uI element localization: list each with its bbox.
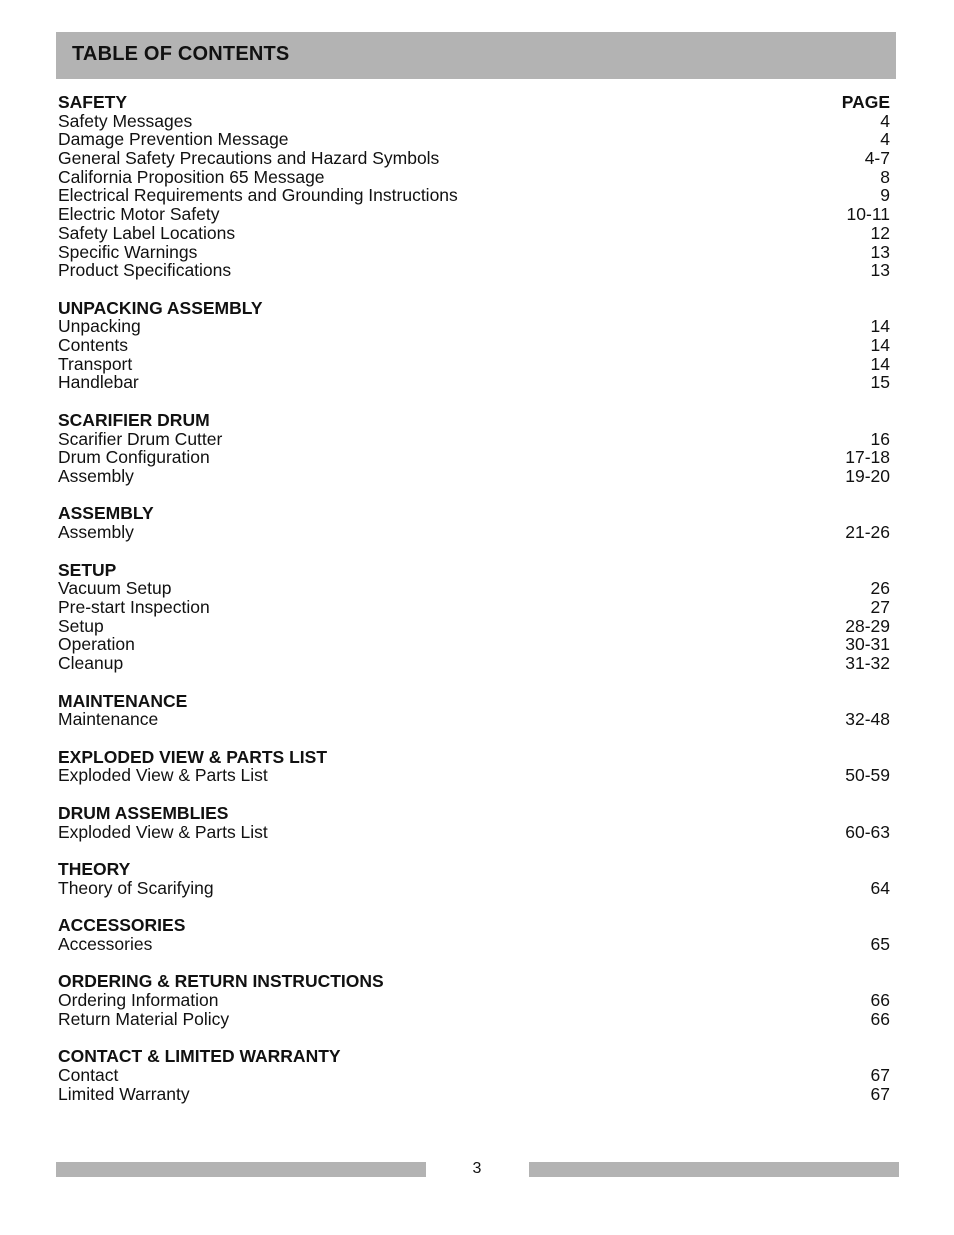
toc-entry: [58, 317, 890, 336]
toc-entry-label: Return Material Policy: [58, 1008, 230, 1029]
toc-entry-label: Maintenance: [58, 709, 159, 730]
section-heading: EXPLODED VIEW & PARTS LIST: [58, 746, 328, 767]
toc-entry-page: 67: [870, 1064, 890, 1085]
toc-entry-page: 9: [880, 185, 890, 206]
toc-entry: [58, 579, 890, 598]
toc-entry-label: Contact: [58, 1064, 119, 1085]
toc-entry-label: General Safety Precautions and Hazard Symbols: [58, 148, 440, 169]
toc-section: [58, 93, 890, 280]
toc-entry-page: 16: [870, 428, 890, 449]
section-heading: SAFETY: [58, 92, 128, 112]
section-heading-row: [58, 804, 890, 823]
toc-entry-page: 4: [880, 110, 890, 131]
toc-entry: [58, 1010, 890, 1029]
section-heading-row: [58, 748, 890, 767]
toc-entry: [58, 710, 890, 729]
toc-section: [58, 692, 890, 729]
toc-entry-label: California Proposition 65 Message: [58, 166, 325, 187]
table-of-contents: [58, 93, 890, 1122]
section-heading: UNPACKING ASSEMBLY: [58, 297, 263, 318]
toc-entry-label: Exploded View & Parts List: [58, 821, 268, 842]
toc-entry-page: 4: [880, 129, 890, 150]
toc-entry-page: 15: [870, 372, 890, 393]
toc-section: [58, 860, 890, 897]
toc-entry-label: Contents: [58, 335, 129, 356]
section-heading-row: [58, 299, 890, 318]
toc-entry: [58, 373, 890, 392]
toc-entry-page: 19-20: [845, 465, 890, 486]
toc-section: [58, 972, 890, 1028]
toc-entry-page: 32-48: [845, 709, 890, 730]
toc-entry-label: Setup: [58, 615, 104, 636]
toc-entry-label: Cleanup: [58, 653, 124, 674]
toc-entry: [58, 1085, 890, 1104]
toc-entry-label: Safety Messages: [58, 110, 193, 131]
toc-entry: [58, 991, 890, 1010]
section-heading-row: [58, 561, 890, 580]
toc-entry: [58, 523, 890, 542]
toc-entry-page: 64: [870, 877, 890, 898]
toc-entry-label: Assembly: [58, 465, 134, 486]
toc-entry-label: Drum Configuration: [58, 447, 210, 468]
toc-section: [58, 411, 890, 486]
toc-entry-label: Electrical Requirements and Grounding Instructions: [58, 185, 458, 206]
toc-entry-page: 8: [880, 166, 890, 187]
toc-entry: [58, 130, 890, 149]
section-heading-row: [58, 93, 890, 112]
toc-entry-page: 66: [870, 1008, 890, 1029]
toc-entry: [58, 168, 890, 187]
toc-entry-page: 67: [870, 1083, 890, 1104]
toc-entry: [58, 935, 890, 954]
toc-section: [58, 1047, 890, 1103]
toc-section: [58, 748, 890, 785]
section-heading: ORDERING & RETURN INSTRUCTIONS: [58, 971, 384, 992]
toc-entry: [58, 823, 890, 842]
section-heading: SETUP: [58, 559, 117, 580]
toc-entry-page: 14: [870, 316, 890, 337]
toc-entry: [58, 617, 890, 636]
toc-entry-page: 50-59: [845, 765, 890, 786]
toc-entry: [58, 766, 890, 785]
toc-entry-page: 14: [870, 335, 890, 356]
toc-entry: [58, 224, 890, 243]
header-bar: [56, 32, 896, 79]
toc-entry-page: 27: [870, 597, 890, 617]
toc-entry-label: Damage Prevention Message: [58, 129, 289, 150]
toc-entry: [58, 149, 890, 168]
page-column-label: PAGE: [841, 92, 890, 112]
toc-entry: [58, 654, 890, 673]
section-heading: CONTACT & LIMITED WARRANTY: [58, 1046, 341, 1067]
toc-entry-page: 17-18: [845, 447, 890, 468]
toc-entry: [58, 635, 890, 654]
toc-entry: [58, 467, 890, 486]
toc-entry: [58, 205, 890, 224]
toc-section: [58, 299, 890, 392]
toc-entry-label: Ordering Information: [58, 990, 219, 1011]
toc-section: [58, 804, 890, 841]
toc-entry-page: 14: [870, 353, 890, 374]
toc-entry-page: 65: [870, 933, 890, 954]
toc-entry: [58, 355, 890, 374]
toc-entry-page: 21-26: [845, 522, 890, 543]
toc-entry-label: Handlebar: [58, 372, 139, 393]
section-heading: THEORY: [58, 859, 131, 880]
toc-entry-label: Exploded View & Parts List: [58, 765, 268, 786]
page-title: TABLE OF CONTENTS: [72, 43, 290, 65]
toc-entry: [58, 448, 890, 467]
toc-entry-page: 13: [870, 241, 890, 262]
toc-section: [58, 504, 890, 541]
toc-entry-page: 66: [870, 990, 890, 1011]
toc-entry-label: Theory of Scarifying: [58, 877, 214, 898]
toc-entry-page: 12: [870, 222, 890, 243]
page-number: 3: [472, 1160, 482, 1177]
section-heading: ACCESSORIES: [58, 915, 186, 936]
section-heading: DRUM ASSEMBLIES: [58, 802, 229, 823]
toc-entry-page: 31-32: [845, 653, 890, 674]
section-heading-row: [58, 1047, 890, 1066]
toc-entry-page: 4-7: [864, 148, 890, 169]
toc-entry-page: 60-63: [845, 821, 890, 842]
toc-entry: [58, 430, 890, 449]
toc-entry-label: Transport: [58, 353, 133, 374]
toc-entry-label: Electric Motor Safety: [58, 204, 220, 225]
section-heading-row: [58, 972, 890, 991]
toc-entry-label: Pre-start Inspection: [58, 597, 210, 617]
toc-entry-label: Accessories: [58, 933, 153, 954]
toc-entry-label: Scarifier Drum Cutter: [58, 428, 223, 449]
toc-entry-page: 26: [870, 578, 890, 599]
toc-entry-label: Product Specifications: [58, 260, 232, 281]
footer-bar-right: [529, 1162, 899, 1177]
toc-entry: [58, 1066, 890, 1085]
section-heading: ASSEMBLY: [58, 503, 154, 524]
toc-entry: [58, 598, 890, 617]
toc-entry-label: Unpacking: [58, 316, 141, 337]
toc-entry: [58, 112, 890, 131]
toc-entry-page: 30-31: [845, 634, 890, 655]
toc-entry: [58, 243, 890, 262]
toc-entry-page: 13: [870, 260, 890, 281]
section-heading-row: [58, 860, 890, 879]
toc-section: [58, 561, 890, 673]
toc-entry-page: 10-11: [846, 204, 890, 225]
toc-entry-label: Limited Warranty: [58, 1083, 190, 1104]
toc-section: [58, 916, 890, 953]
section-heading: MAINTENANCE: [58, 690, 188, 711]
toc-entry: [58, 261, 890, 280]
toc-entry-label: Vacuum Setup: [58, 578, 172, 599]
toc-entry-label: Specific Warnings: [58, 241, 198, 262]
toc-entry-label: Safety Label Locations: [58, 222, 236, 243]
toc-entry-page: 28-29: [845, 615, 890, 636]
toc-entry: [58, 336, 890, 355]
section-heading-row: [58, 692, 890, 711]
section-heading-row: [58, 411, 890, 430]
toc-entry: [58, 186, 890, 205]
section-heading: SCARIFIER DRUM: [58, 409, 210, 430]
toc-entry-label: Assembly: [58, 522, 134, 543]
section-heading-row: [58, 504, 890, 523]
toc-entry: [58, 879, 890, 898]
section-heading-row: [58, 916, 890, 935]
toc-entry-label: Operation: [58, 634, 135, 655]
